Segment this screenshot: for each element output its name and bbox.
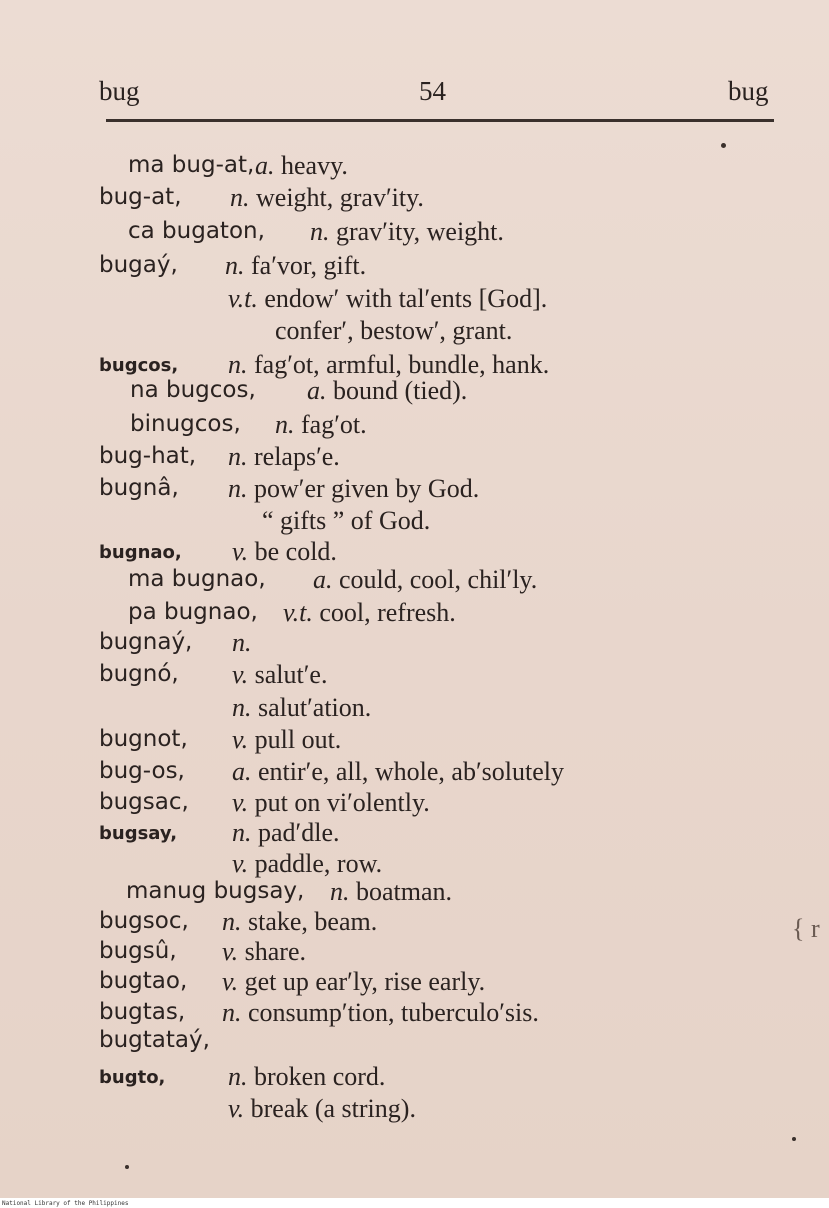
entry-part-of-speech: a. [232,757,252,786]
entry-headword: bugaý, [99,252,178,278]
entry-part-of-speech: a. [255,151,275,180]
entry-part-of-speech: v. [232,537,249,566]
margin-mark: { r [792,914,820,943]
entry-definition: bound (tied). [333,376,468,405]
entry-definition: fag′ot. [301,410,367,439]
entry-definition: consump′tion, tuberculo′sis. [248,998,539,1027]
entry-definition: pull out. [254,725,342,754]
entry-definition: confer′, bestow′, grant. [275,316,513,345]
entry-headword: bugsoc, [99,908,189,934]
entry-definition: relaps′e. [254,442,340,471]
entry-definition: get up ear′ly, rise early. [244,967,486,996]
entry-part-of-speech: n. [275,410,295,439]
entry-headword: bug-at, [99,184,182,210]
entry-part-of-speech: v.t. [283,598,313,627]
entry-definition: heavy. [281,151,348,180]
entry-part-of-speech: n. [232,693,252,722]
entry-part-of-speech: v. [222,937,239,966]
ink-speck [721,143,726,148]
entry-part-of-speech: n. [228,1062,248,1091]
entry-part-of-speech: n. [228,474,248,503]
entry-definition: fag′ot, armful, bundle, hank. [254,350,550,379]
entry-part-of-speech: n. [310,217,330,246]
entry-headword: bugsû, [99,938,177,964]
header-rule [106,119,774,122]
entry-definition: put on vi′olently. [254,788,430,817]
entry-headword: na bugcos, [130,377,256,403]
entry-part-of-speech: a. [307,376,327,405]
entry-headword: manug bugsay, [126,878,305,904]
entry-headword: bugtao, [99,968,188,994]
entry-part-of-speech: n. [228,350,248,379]
entry-definition: “ gifts ” of God. [262,506,431,535]
entry-part-of-speech: n. [330,877,350,906]
page-number: 54 [419,76,446,106]
entry-headword: bugnao, [99,542,182,563]
entry-part-of-speech: v. [222,967,239,996]
entry-definition: weight, grav′ity. [256,183,424,212]
entry-definition: pad′dle. [258,818,340,847]
entry-headword: bugsac, [99,789,189,815]
entry-part-of-speech: n. [228,442,248,471]
entry-part-of-speech: v. [228,1094,245,1123]
entry-part-of-speech: n. [232,628,252,657]
entry-definition: pow′er given by God. [254,474,480,503]
entry-headword: pa bugnao, [128,599,258,625]
entry-definition: boatman. [356,877,453,906]
entry-part-of-speech: n. [230,183,250,212]
entry-part-of-speech: v. [232,660,249,689]
entry-headword: ca bugaton, [128,218,265,244]
entry-definition: paddle, row. [254,849,383,878]
entry-definition: could, cool, chil′ly. [339,565,538,594]
entry-definition: break (a string). [250,1094,416,1123]
right-guide-word: bug [728,76,769,106]
footer-credit: National Library of the Philippines [2,1200,129,1207]
entry-part-of-speech: n. [222,998,242,1027]
entry-definition: cool, refresh. [319,598,456,627]
entry-headword: bugsay, [99,823,178,844]
entry-headword: bugnot, [99,726,188,752]
entry-headword: bugtataý, [99,1027,210,1053]
entry-headword: bug-hat, [99,443,197,469]
entry-headword: bugnó, [99,661,179,687]
entry-part-of-speech: n. [225,251,245,280]
entry-part-of-speech: v. [232,788,249,817]
entry-part-of-speech: n. [222,907,242,936]
left-guide-word: bug [99,76,140,106]
entry-part-of-speech: v. [232,725,249,754]
entry-headword: bug-os, [99,758,185,784]
entry-definition: salut′e. [254,660,328,689]
entry-definition: salut′ation. [258,693,372,722]
entry-definition: stake, beam. [248,907,378,936]
entry-part-of-speech: v.t. [228,284,258,313]
ink-speck [792,1137,796,1141]
entry-part-of-speech: n. [232,818,252,847]
entry-headword: bugnâ, [99,475,179,501]
entry-headword: ma bug-at, [128,152,255,178]
entry-headword: ma bugnao, [128,566,266,592]
entry-definition: broken cord. [254,1062,386,1091]
entry-part-of-speech: v. [232,849,249,878]
entry-part-of-speech: a. [313,565,333,594]
entry-definition: grav′ity, weight. [336,217,504,246]
entry-headword: bugcos, [99,355,179,376]
entry-definition: entir′e, all, whole, ab′solutely [258,757,564,786]
entry-definition: fa′vor, gift. [251,251,367,280]
entry-headword: bugtas, [99,999,186,1025]
ink-speck [125,1165,129,1169]
entry-definition: share. [244,937,306,966]
entry-definition: be cold. [254,537,337,566]
entry-definition: endow′ with tal′ents [God]. [264,284,548,313]
entry-headword: bugto, [99,1067,166,1088]
entry-headword: binugcos, [130,411,241,437]
entry-headword: bugnaý, [99,629,193,655]
